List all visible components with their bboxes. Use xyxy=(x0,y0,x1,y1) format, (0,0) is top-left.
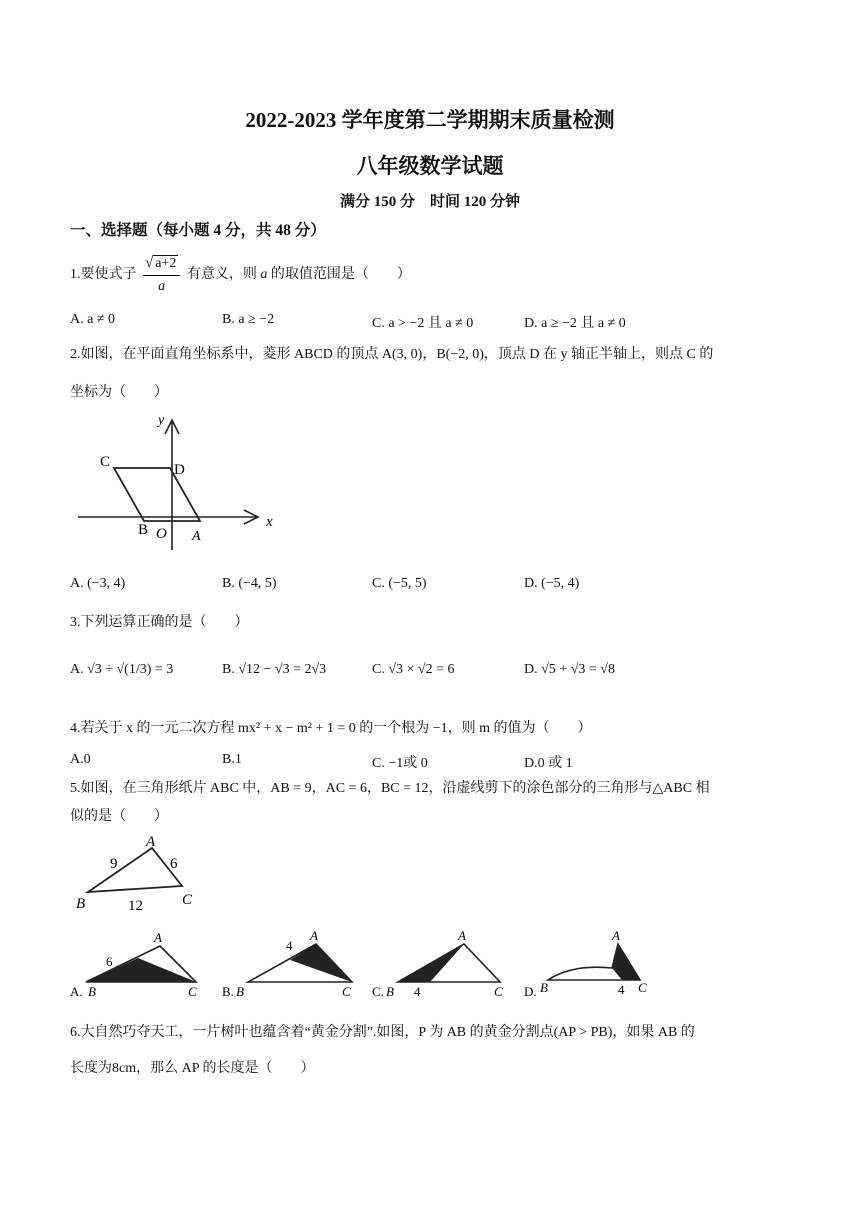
q3-option-a: A. √3 ÷ √(1/3) = 3 xyxy=(70,662,174,677)
q2-option-c: C. (−5, 5) xyxy=(372,576,427,591)
point-a-label: A xyxy=(192,529,201,544)
q2-line1: 2.如图，在平面直角坐标系中，菱形 ABCD 的顶点 A(3, 0)，B(−2, 0)，顶点 D 在 y 轴正半轴上，则点 C 的 xyxy=(70,347,714,362)
axis-y-label: y xyxy=(158,413,165,428)
fig-b-vertex-c: C xyxy=(342,984,351,999)
question-1 xyxy=(70,252,411,298)
q4-option-c: C. −1或 0 xyxy=(372,756,428,771)
q5-choice-figure-b xyxy=(220,924,360,1000)
q2-option-d: D. (−5, 4) xyxy=(524,576,580,591)
axis-x-label: x xyxy=(266,514,273,530)
fig-c-vertex-b: B xyxy=(386,984,394,999)
origin-label: O xyxy=(156,526,167,542)
q4-option-a: A.0 xyxy=(70,752,91,767)
side-ac-label: 6 xyxy=(170,856,178,872)
q5-main-triangle xyxy=(72,832,212,914)
side-ab-label: 9 xyxy=(110,856,118,872)
point-d-label: D xyxy=(174,462,185,478)
fig-b-vertex-a: A xyxy=(310,928,318,943)
fig-d-side-label: 4 xyxy=(618,982,625,997)
fig-c-side-label: 4 xyxy=(414,984,421,999)
point-b-label: B xyxy=(138,522,149,538)
fig-d-vertex-c: C xyxy=(638,980,647,995)
fig-d-letter: D. xyxy=(524,984,537,999)
exam-meta: 满分 150 分 时间 120 分钟 xyxy=(339,194,520,210)
main-vertex-b: B xyxy=(76,896,86,912)
fig-a-vertex-c: C xyxy=(188,984,197,999)
fig-a-side-label: 6 xyxy=(106,954,113,969)
q1-option-c: C. a > −2 且 a ≠ 0 xyxy=(372,316,474,331)
q1-option-d: D. a ≥ −2 且 a ≠ 0 xyxy=(524,316,626,331)
fig-b-letter: B. xyxy=(222,984,234,999)
fig-d-vertex-a: A xyxy=(612,928,620,943)
fig-c-letter: C. xyxy=(372,984,384,999)
q2-option-b: B. (−4, 5) xyxy=(222,576,277,591)
q4-text: 4.若关于 x 的一元二次方程 mx² + x − m² + 1 = 0 的一个根为 −1，则 m 的值为（ ） xyxy=(70,721,592,736)
q1-option-a: A. a ≠ 0 xyxy=(70,312,116,327)
q1-frac-num: a+2 xyxy=(155,256,177,271)
q3-text: 3.下列运算正确的是（ ） xyxy=(70,615,249,630)
main-vertex-c: C xyxy=(182,892,193,908)
main-vertex-a: A xyxy=(146,834,156,850)
fig-d-vertex-b: B xyxy=(540,980,548,995)
q4-option-d: D.0 或 1 xyxy=(524,756,573,771)
fig-b-vertex-b: B xyxy=(236,984,244,999)
side-bc-label: 12 xyxy=(128,898,143,914)
q1-text-c: 的取值范围是（ ） xyxy=(270,267,411,283)
fig-c-vertex-c: C xyxy=(494,984,503,999)
q1-fraction: $\frac{√ a+2}{a}$ xyxy=(143,252,180,298)
q3-option-b: B. √12 − √3 = 2√3 xyxy=(222,662,327,677)
fig-a-vertex-b: B xyxy=(88,984,96,999)
q4-option-b: B.1 xyxy=(222,752,242,767)
section-heading: 一、选择题（每小题 4 分，共 48 分） xyxy=(70,222,326,239)
exam-subtitle: 八年级数学试题 xyxy=(356,154,504,178)
q2-line2: 坐标为（ ） xyxy=(70,385,168,400)
q5-choice-figure-d xyxy=(522,924,662,1000)
fig-a-vertex-a: A xyxy=(154,930,162,945)
q5-line2: 似的是（ ） xyxy=(70,809,168,824)
fig-c-vertex-a: A xyxy=(458,928,466,943)
q5-choice-figure-a xyxy=(68,924,208,1000)
fig-b-side-label: 4 xyxy=(286,938,293,953)
q1-option-b: B. a ≥ −2 xyxy=(222,312,275,327)
q6-line2: 长度为8cm，那么 AP 的长度是（ ） xyxy=(70,1061,315,1076)
q6-line1: 6.大自然巧夺天工，一片树叶也蕴含着“黄金分割”.如图，P 为 AB 的黄金分割点(AP > PB)，如果 AB 的 xyxy=(70,1025,695,1040)
q5-choice-figure-c xyxy=(370,924,510,1000)
exam-title: 2022-2023 学年度第二学期期末质量检测 xyxy=(245,108,615,132)
point-c-label: C xyxy=(100,454,111,470)
q1-frac-den: a xyxy=(158,279,166,294)
q2-rhombus-figure xyxy=(76,410,276,555)
q1-var: a xyxy=(260,267,268,283)
q2-option-a: A. (−3, 4) xyxy=(70,576,126,591)
fig-a-letter: A. xyxy=(70,984,83,999)
q5-line1: 5.如图，在三角形纸片 ABC 中，AB = 9，AC = 6，BC = 12，沿虚线剪下的涂色部分的三角形与△ABC 相 xyxy=(70,781,710,796)
q3-option-c: C. √3 × √2 = 6 xyxy=(372,662,455,677)
q1-text-b: 有意义，则 xyxy=(186,267,257,283)
q3-option-d: D. √5 + √3 = √8 xyxy=(524,662,615,677)
q1-text-a: 1.要使式子 xyxy=(70,267,137,283)
